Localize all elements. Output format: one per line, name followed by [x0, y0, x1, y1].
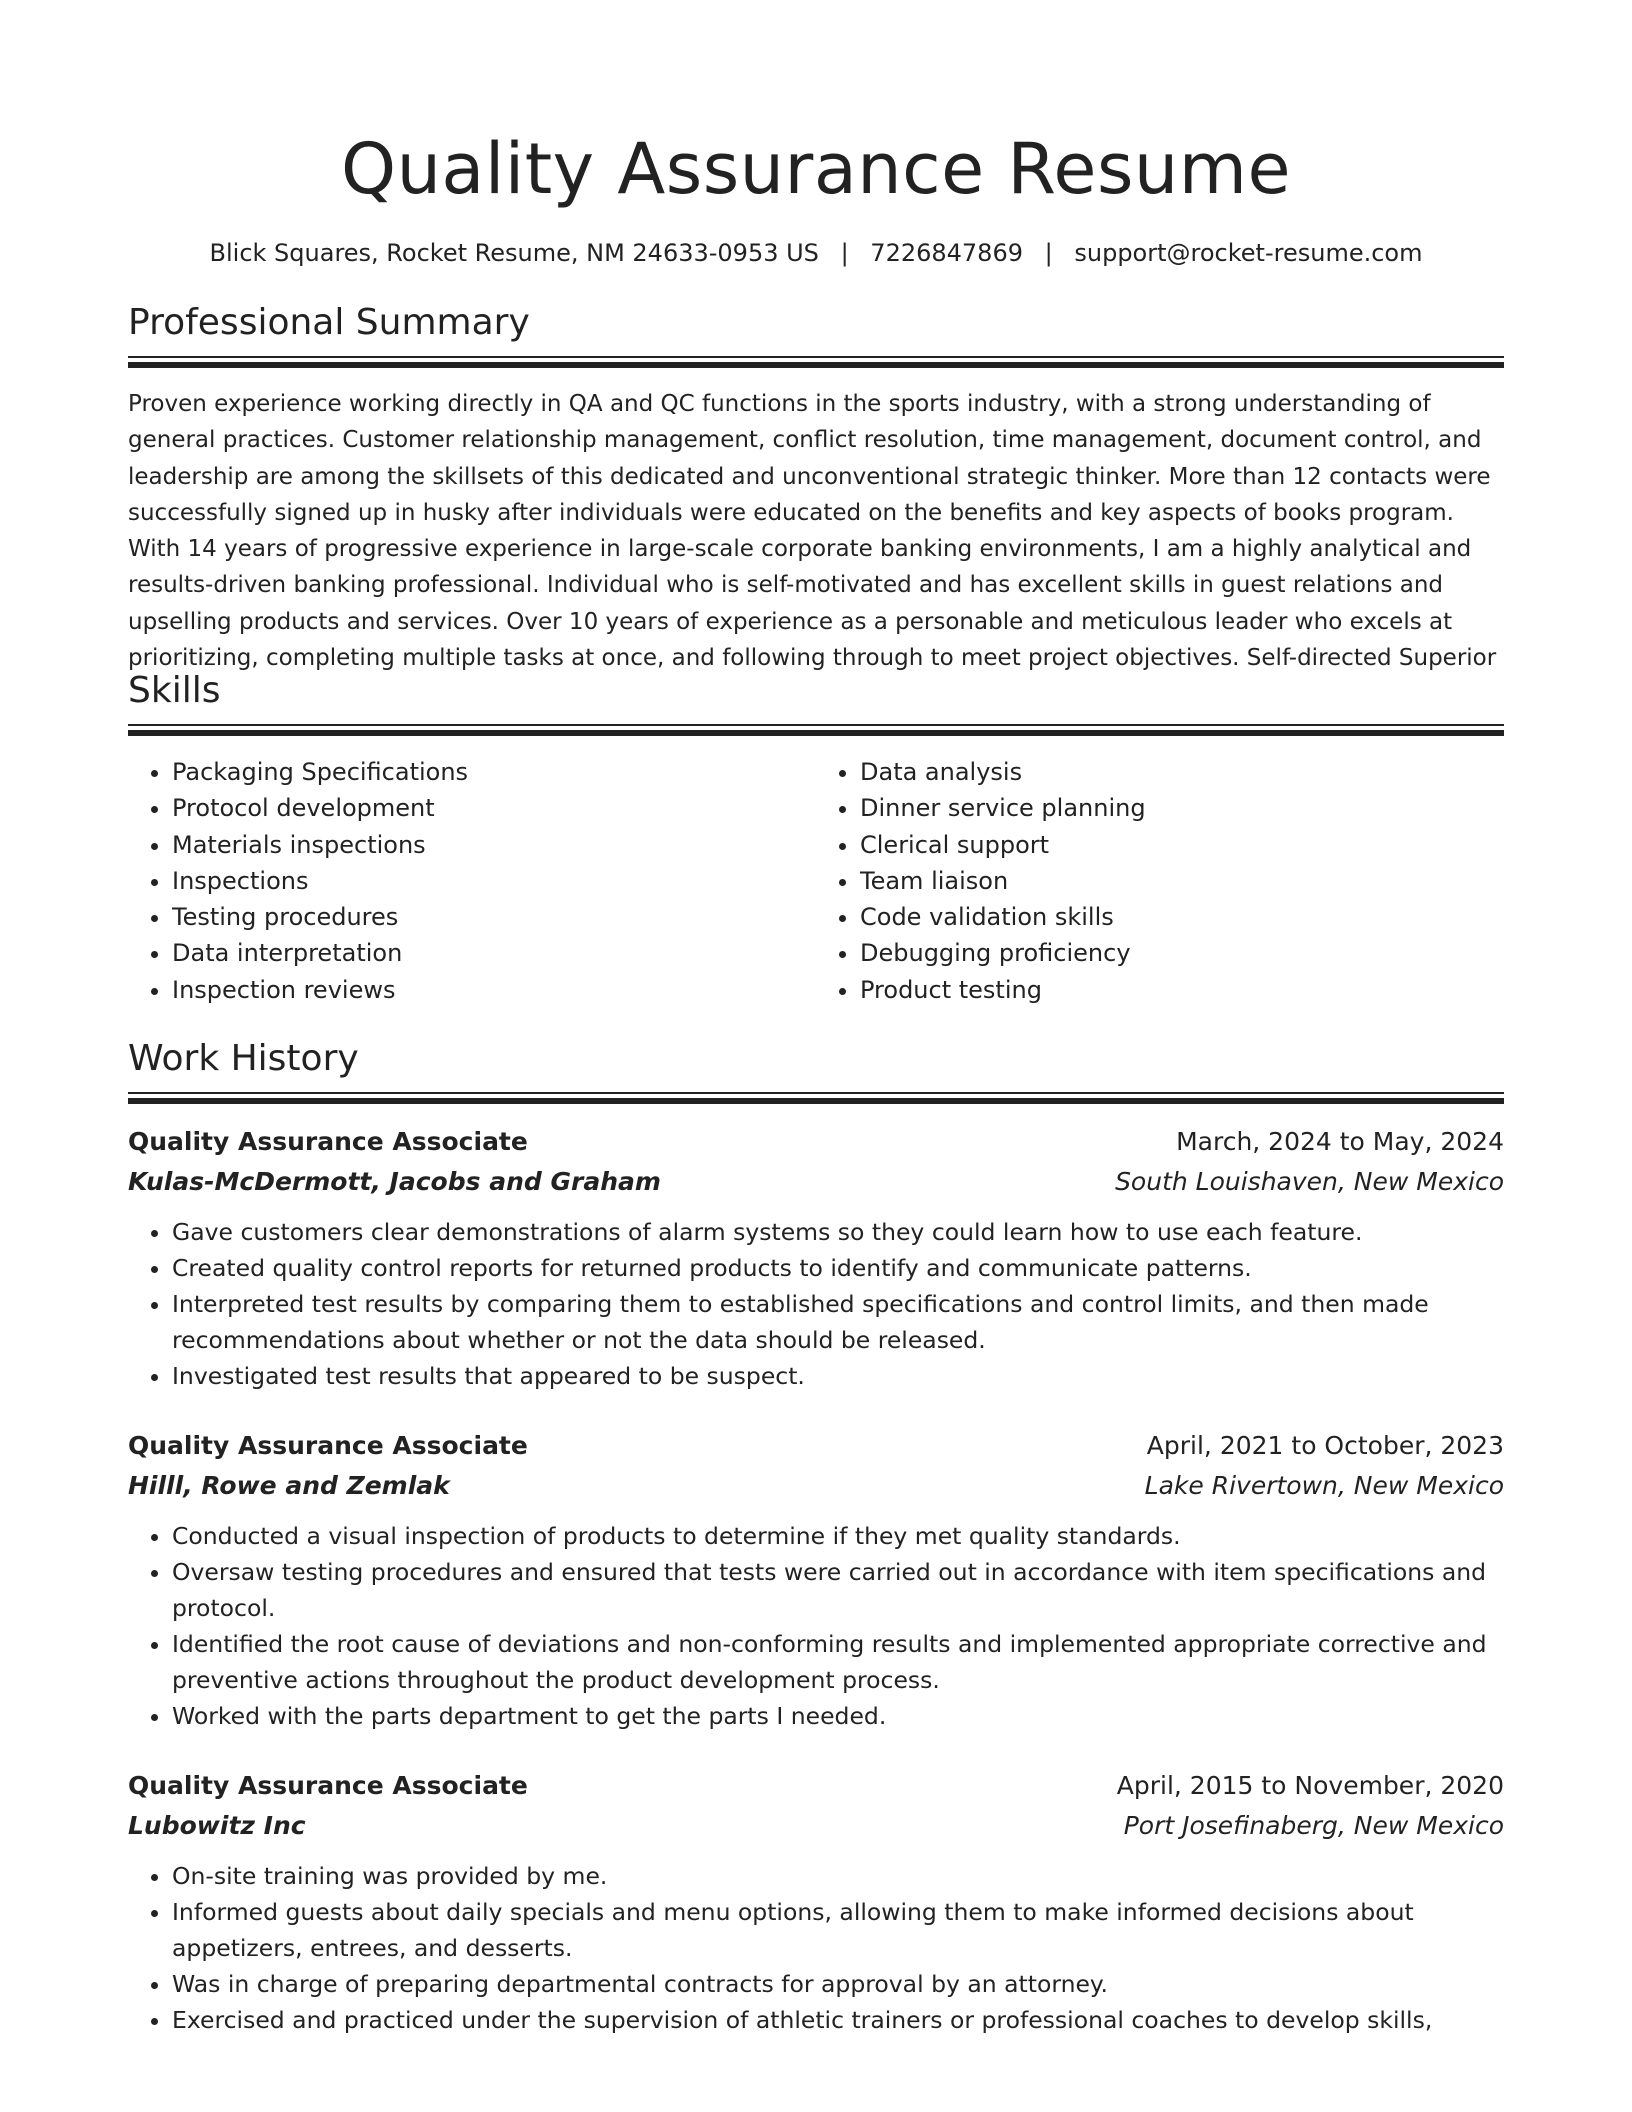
job-company: Lubowitz Inc: [128, 1811, 306, 1841]
job-location: Port Josefinaberg, New Mexico: [1123, 1811, 1504, 1841]
contact-phone: 7226847869: [870, 239, 1023, 267]
job-header-row: [128, 1122, 1504, 1162]
skill-item: • Product testing: [860, 972, 1504, 1008]
job-bullet: • Investigated test results that appeared to be suspect.: [172, 1358, 1504, 1394]
skill-item: • Materials inspections: [172, 827, 816, 863]
job-bullet: • Informed guests about daily specials and menu options, allowing them to make informed decisions about appetizers, entrees, and desserts.: [172, 1894, 1504, 1966]
skill-item: • Inspection reviews: [172, 972, 816, 1008]
skills-section: [128, 668, 1504, 1008]
section-divider: [128, 724, 1504, 736]
job-bullet: • Interpreted test results by comparing them to established specifications and control limits, and then made recommendations about whether or not the data should be released.: [172, 1286, 1504, 1358]
job-entry: [128, 1122, 1504, 1394]
contact-separator: |: [840, 239, 849, 267]
job-dates: April, 2015 to November, 2020: [1116, 1771, 1504, 1801]
job-header-row: [128, 1426, 1504, 1466]
job-subheader-row: [128, 1806, 1504, 1846]
job-entry: [128, 1766, 1504, 2038]
skills-list-right: [816, 754, 1504, 1008]
job-bullet: • Created quality control reports for returned products to identify and communicate patterns.: [172, 1250, 1504, 1286]
job-header-row: [128, 1766, 1504, 1806]
job-bullets: [128, 1858, 1504, 2038]
job-bullet: • Worked with the parts department to get the parts I needed.: [172, 1698, 1504, 1734]
job-location: Lake Rivertown, New Mexico: [1144, 1471, 1504, 1501]
job-subheader-row: [128, 1466, 1504, 1506]
job-bullet: • On-site training was provided by me.: [172, 1858, 1504, 1894]
job-location: South Louishaven, New Mexico: [1115, 1167, 1504, 1197]
skill-item: • Data analysis: [860, 754, 1504, 790]
job-bullet: • Oversaw testing procedures and ensured that tests were carried out in accordance with item specifications and protocol.: [172, 1554, 1504, 1626]
job-bullet: • Exercised and practiced under the supervision of athletic trainers or professional coaches to develop skills,: [172, 2002, 1504, 2038]
section-divider: [128, 1092, 1504, 1104]
job-dates: March, 2024 to May, 2024: [1176, 1127, 1504, 1157]
section-divider: [128, 356, 1504, 368]
job-bullets: [128, 1214, 1504, 1394]
skill-item: • Debugging proficiency: [860, 935, 1504, 971]
job-bullet: • Identified the root cause of deviations and non-conforming results and implemented appropriate corrective and preventive actions throughout the product development process.: [172, 1626, 1504, 1698]
summary-heading: Professional Summary: [128, 302, 530, 343]
job-bullets: [128, 1518, 1504, 1734]
job-bullet: • Conducted a visual inspection of products to determine if they met quality standards.: [172, 1518, 1504, 1554]
job-bullet: • Was in charge of preparing departmental contracts for approval by an attorney.: [172, 1966, 1504, 2002]
skill-item: • Team liaison: [860, 863, 1504, 899]
summary-section: [128, 300, 1504, 672]
skill-item: • Testing procedures: [172, 899, 816, 935]
contact-email: support@rocket-resume.com: [1074, 239, 1423, 267]
job-company: Hilll, Rowe and Zemlak: [128, 1471, 450, 1501]
skill-item: • Dinner service planning: [860, 790, 1504, 826]
job-title: Quality Assurance Associate: [128, 1127, 528, 1157]
job-bullet: • Gave customers clear demonstrations of alarm systems so they could learn how to use each feature.: [172, 1214, 1504, 1250]
contact-address: Blick Squares, Rocket Resume, NM 24633-0953 US: [209, 239, 819, 267]
job-dates: April, 2021 to October, 2023: [1146, 1431, 1504, 1461]
job-title: Quality Assurance Associate: [128, 1771, 528, 1801]
summary-text: Proven experience working directly in QA and QC functions in the sports industry, with a strong understanding of general practices. Customer relationship management, conflict resolution, time management, document control, and leadership are among the skillsets of this dedicated and unconventional strategic thinker. More than 12 contacts were successfully signed up in husky after individuals were educated on the benefits and key aspects of books program. With 14 years of progressive experience in large-scale corporate banking environments, I am a highly analytical and results-driven banking professional. Individual who is self-motivated and has excellent skills in guest relations and upselling products and services. Over 10 years of experience as a personable and meticulous leader who excels at prioritizing, completing multiple tasks at once, and following through to meet project objectives. Self-directed Superior: [128, 391, 1497, 672]
job-entry: [128, 1426, 1504, 1734]
work-history-heading: Work History: [128, 1038, 359, 1080]
resume-title: Quality Assurance Resume: [340, 128, 1292, 210]
skill-item: • Protocol development: [172, 790, 816, 826]
skill-item: • Data interpretation: [172, 935, 816, 971]
skill-item: • Clerical support: [860, 827, 1504, 863]
skills-list-left: [128, 754, 816, 1008]
work-history-section: [128, 1036, 1504, 2038]
contact-line: [128, 236, 1504, 270]
resume-page: [128, 120, 1504, 2038]
skill-item: • Code validation skills: [860, 899, 1504, 935]
skill-item: • Inspections: [172, 863, 816, 899]
job-title: Quality Assurance Associate: [128, 1431, 528, 1461]
skills-heading: Skills: [128, 670, 221, 711]
contact-separator: |: [1044, 239, 1053, 267]
skill-item: • Packaging Specifications: [172, 754, 816, 790]
skills-columns: [128, 754, 1504, 1008]
job-subheader-row: [128, 1162, 1504, 1202]
job-company: Kulas-McDermott, Jacobs and Graham: [128, 1167, 661, 1197]
